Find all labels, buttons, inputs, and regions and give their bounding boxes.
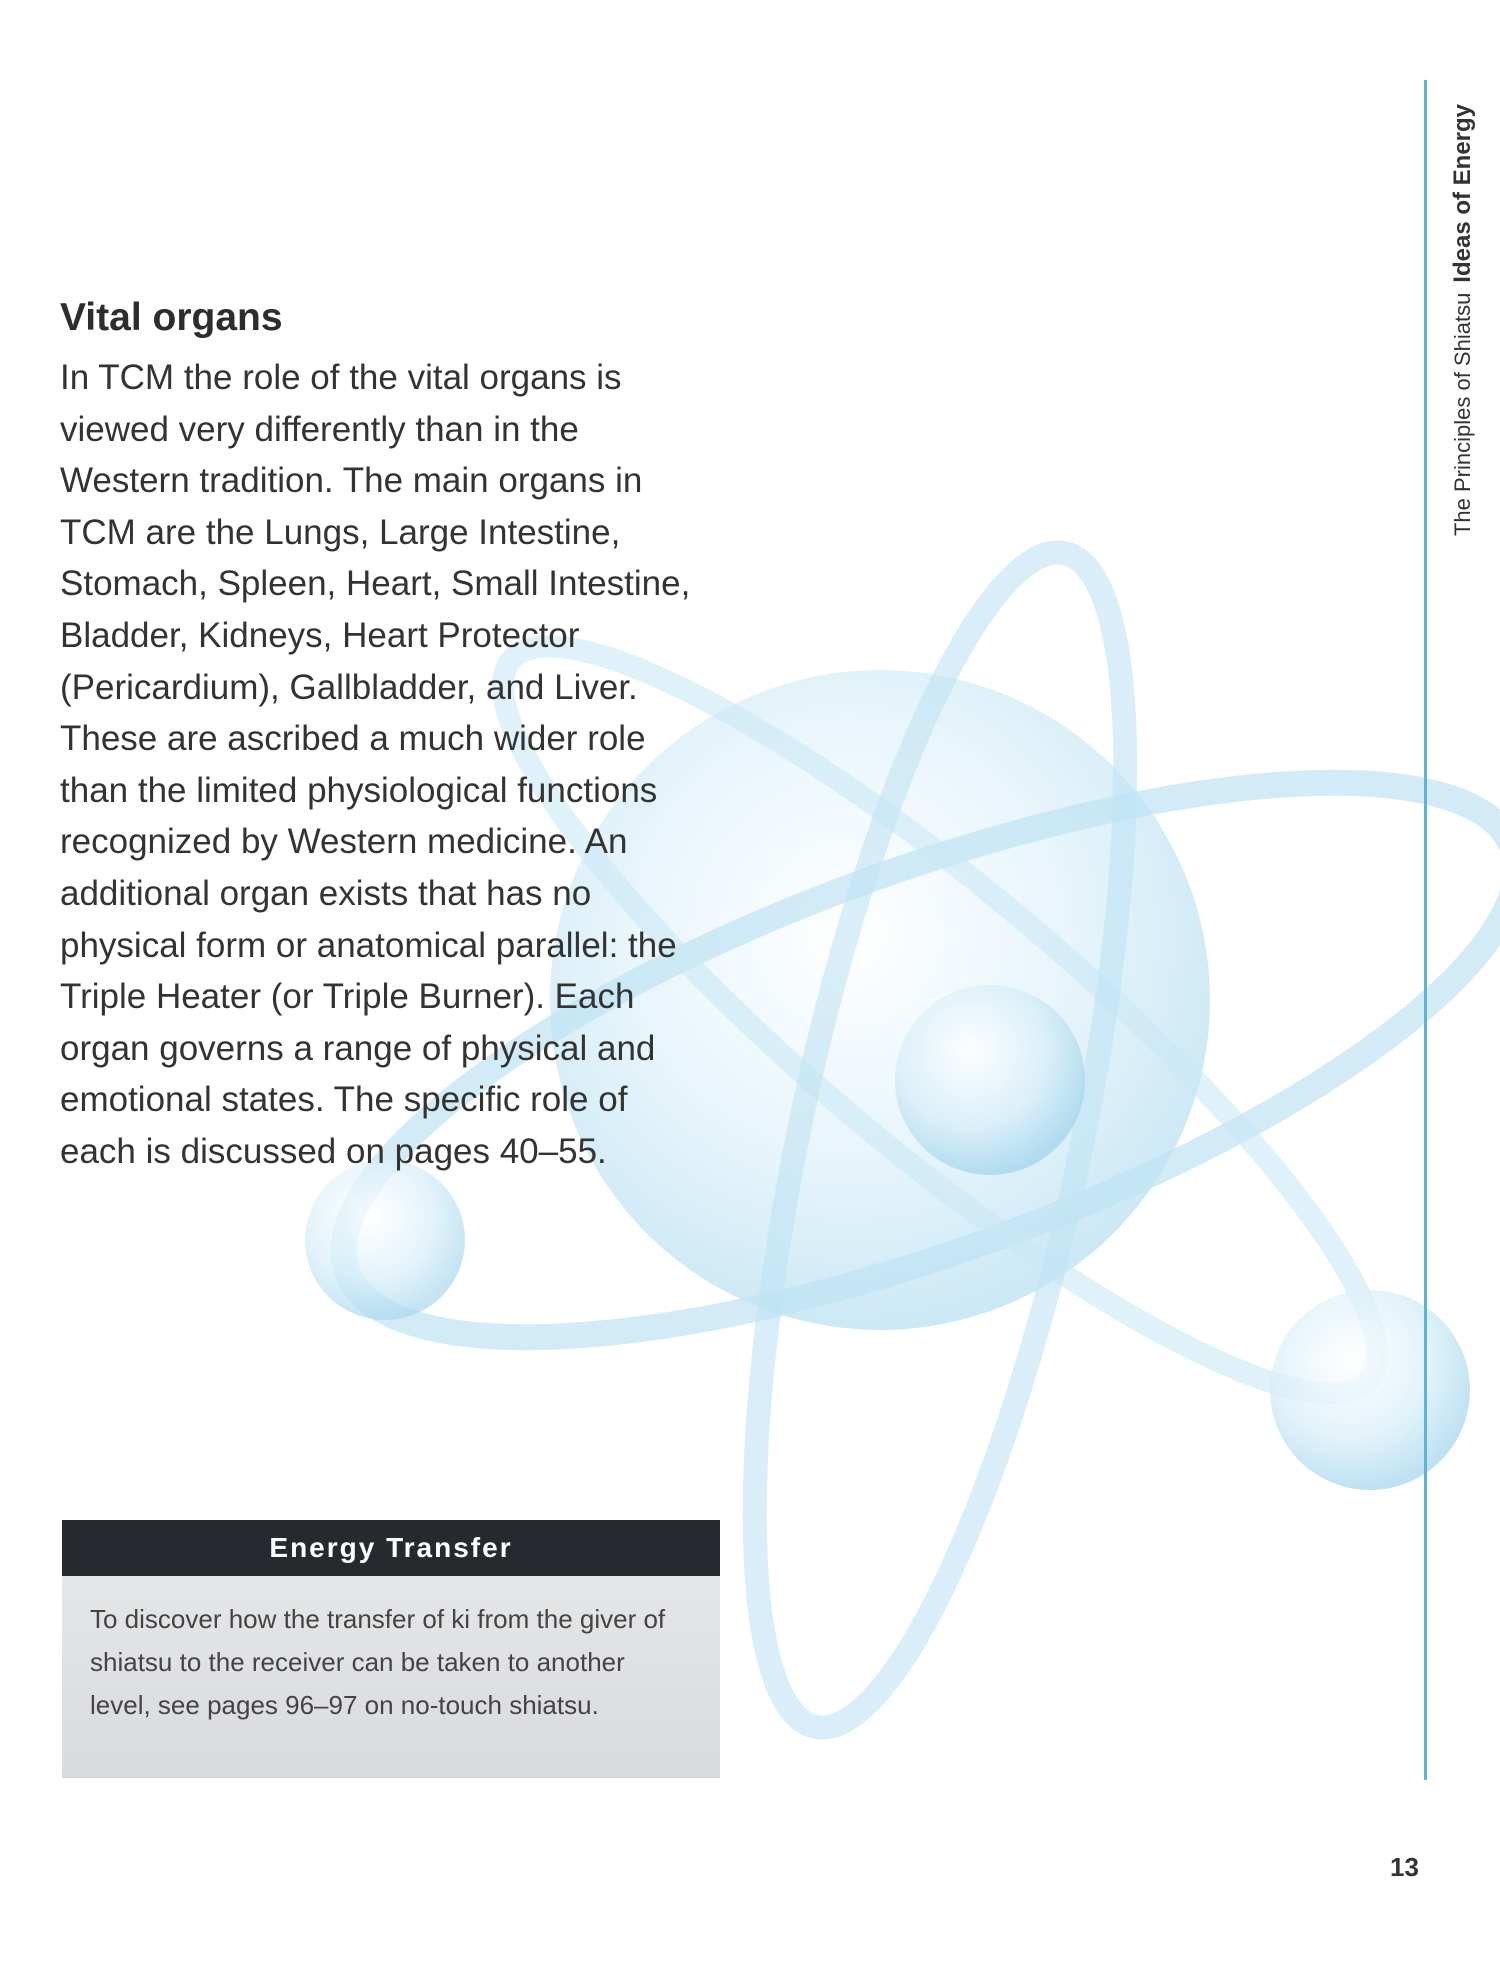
electron-shape (1270, 1290, 1470, 1490)
vertical-rule (1424, 80, 1427, 1780)
callout-box (62, 1520, 720, 1778)
callout-title: Energy Transfer (62, 1520, 720, 1576)
running-head-chapter: Ideas of Energy (1449, 103, 1476, 283)
electron-shape (305, 1160, 465, 1320)
running-head-section: The Principles of Shiatsu (1450, 292, 1475, 537)
callout-body: To discover how the transfer of ki from the giver of shiatsu to the receiver can be taken to another level, see pages 96–97 on no-touch shiatsu. (62, 1576, 720, 1778)
section-heading: Vital organs (60, 296, 283, 339)
page-number: 13 (1390, 1852, 1419, 1882)
electron-shape (895, 985, 1085, 1175)
running-head (1428, 80, 1498, 560)
body-paragraph: In TCM the role of the vital organs is viewed very differently than in the Western tradition. The main organs in TCM are the Lungs, Large Intestine, Stomach, Spleen, Heart, Small Intestine, Bladder, Kidneys, Heart Protector (Pericardium), Gallbladder, and Liver. These are ascribed a much wider role than the limited physiological functions recognized by Western medicine. An additional organ exists that has no physical form or anatomical parallel: the Triple Heater (or Triple Burner). Each organ governs a range of physical and emotional states. The specific role of each is discussed on pages 40–55. (60, 358, 691, 1171)
